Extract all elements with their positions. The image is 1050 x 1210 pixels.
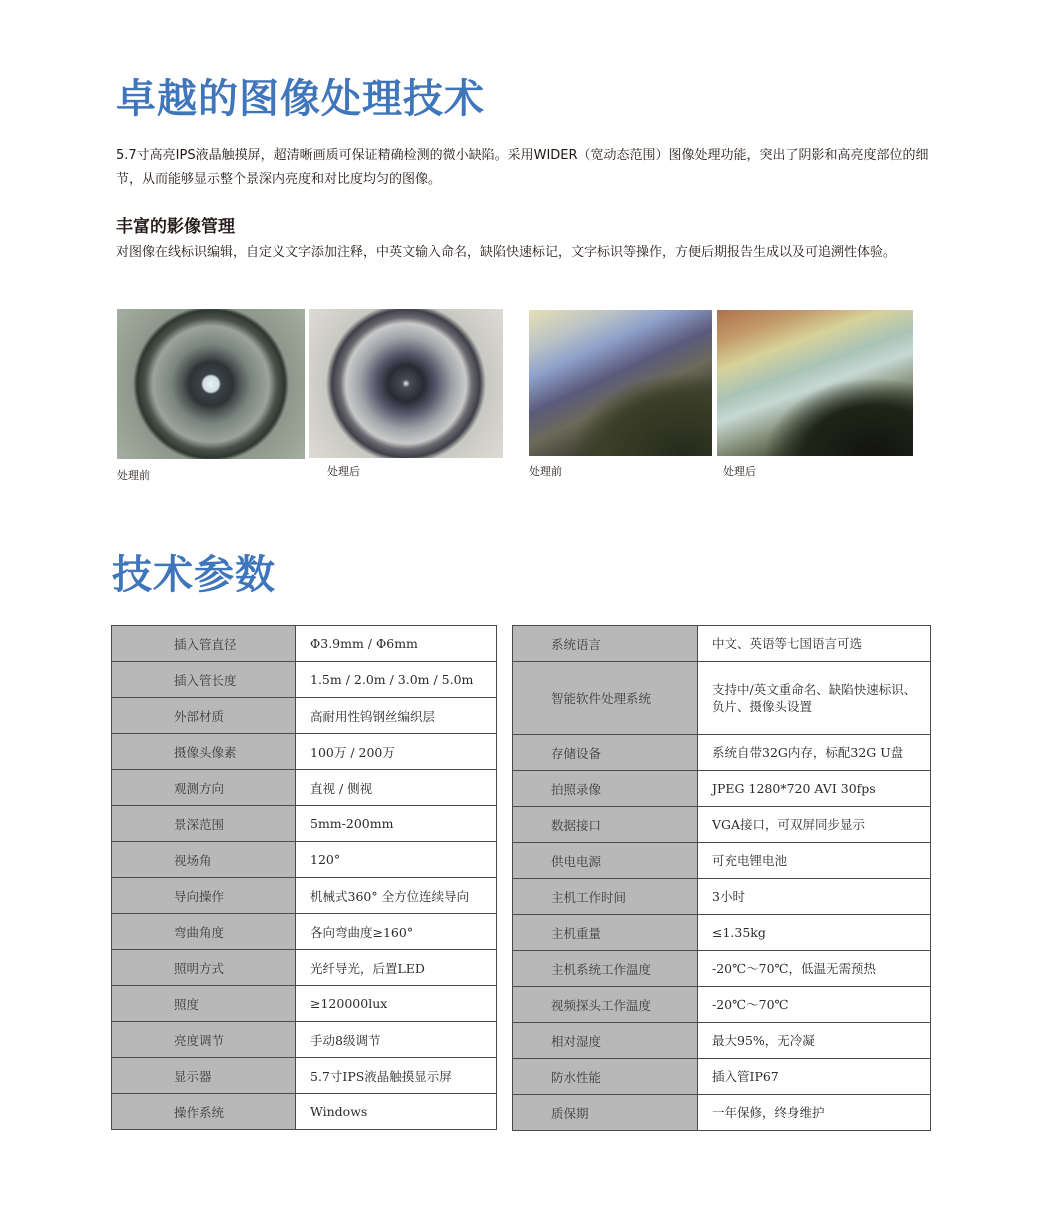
spec-value: ≥120000lux [296,986,497,1022]
table-row [112,734,497,770]
spec-key: 显示器 [112,1058,296,1094]
spec-key: 拍照录像 [513,771,698,807]
pipe-after-photo [309,309,503,458]
table-row [112,986,497,1022]
spec-value: 3小时 [698,879,931,915]
spec-key: 防水性能 [513,1059,698,1095]
spec-key: 亮度调节 [112,1022,296,1058]
spec-key: 操作系统 [112,1094,296,1130]
spec-value: 一年保修，终身维护 [698,1095,931,1131]
section-title-specifications: 技术参数 [112,552,276,598]
spec-key: 质保期 [513,1095,698,1131]
table-row [513,771,931,807]
table-row [513,915,931,951]
spec-value: 各向弯曲度≥160° [296,914,497,950]
spec-key: 视频探头工作温度 [513,987,698,1023]
spec-key: 视场角 [112,842,296,878]
spec-key: 系统语言 [513,626,698,662]
spec-value: Φ3.9mm / Φ6mm [296,626,497,662]
weld-after-photo [717,310,913,456]
table-row [513,987,931,1023]
spec-key: 相对湿度 [513,1023,698,1059]
table-row [112,770,497,806]
spec-value: 可充电锂电池 [698,843,931,879]
table-row [112,1022,497,1058]
spec-value: VGA接口，可双屏同步显示 [698,807,931,843]
spec-table-left [111,625,497,1130]
spec-key: 观测方向 [112,770,296,806]
spec-key: 照度 [112,986,296,1022]
table-row [513,951,931,987]
spec-key: 存储设备 [513,735,698,771]
spec-value: 5.7寸IPS液晶触摸显示屏 [296,1058,497,1094]
spec-value: 中文、英语等七国语言可选 [698,626,931,662]
table-row [112,914,497,950]
photo-caption: 处理后 [327,465,360,478]
spec-value: 5mm-200mm [296,806,497,842]
table-row [513,626,931,662]
spec-value: ≤1.35kg [698,915,931,951]
spec-value: 光纤导光，后置LED [296,950,497,986]
table-row [513,662,931,735]
spec-key: 外部材质 [112,698,296,734]
spec-value: 1.5m / 2.0m / 3.0m / 5.0m [296,662,497,698]
spec-key: 插入管长度 [112,662,296,698]
spec-key: 照明方式 [112,950,296,986]
spec-key: 供电电源 [513,843,698,879]
spec-key: 导向操作 [112,878,296,914]
weld-before-photo [529,310,712,456]
photo-caption: 处理前 [117,469,150,482]
image-management-description: 对图像在线标识编辑，自定义文字添加注释，中英文输入命名，缺陷快速标记，文字标识等操作，方便后期报告生成以及可追溯性体验。 [116,245,897,260]
table-row [112,662,497,698]
pipe-before-photo [117,309,305,459]
spec-key: 插入管直径 [112,626,296,662]
table-row [112,806,497,842]
spec-value: 直视 / 侧视 [296,770,497,806]
table-row [513,1023,931,1059]
spec-value: 100万 / 200万 [296,734,497,770]
table-row [112,1094,497,1130]
spec-key: 主机系统工作温度 [513,951,698,987]
subheading-image-management: 丰富的影像管理 [116,217,235,237]
table-row [513,879,931,915]
table-row [513,807,931,843]
photo-caption: 处理前 [529,465,562,478]
table-row [513,843,931,879]
spec-value: -20℃～70℃ [698,987,931,1023]
spec-value: 系统自带32G内存，标配32G U盘 [698,735,931,771]
spec-key: 弯曲角度 [112,914,296,950]
table-row [513,1095,931,1131]
spec-key: 景深范围 [112,806,296,842]
table-row [513,735,931,771]
spec-value: Windows [296,1094,497,1130]
table-row [112,878,497,914]
table-row [112,626,497,662]
spec-value: 手动8级调节 [296,1022,497,1058]
spec-key: 主机重量 [513,915,698,951]
table-row [112,950,497,986]
spec-key: 智能软件处理系统 [513,662,698,735]
photo-caption: 处理后 [723,465,756,478]
spec-key: 数据接口 [513,807,698,843]
spec-value: 插入管IP67 [698,1059,931,1095]
spec-value: 支持中/英文重命名、缺陷快速标识、负片、摄像头设置 [698,662,931,735]
section-title-image-processing: 卓越的图像处理技术 [116,76,485,122]
table-row [112,842,497,878]
spec-table-right [512,625,931,1131]
spec-value: -20℃～70℃，低温无需预热 [698,951,931,987]
spec-key: 摄像头像素 [112,734,296,770]
spec-value: 机械式360° 全方位连续导向 [296,878,497,914]
table-row [112,698,497,734]
spec-value: JPEG 1280*720 AVI 30fps [698,771,931,807]
table-row [112,1058,497,1094]
spec-value: 最大95%，无冷凝 [698,1023,931,1059]
spec-value: 120° [296,842,497,878]
spec-key: 主机工作时间 [513,879,698,915]
intro-paragraph: 5.7寸高亮IPS液晶触摸屏，超清晰画质可保证精确检测的微小缺陷。采用WIDER（宽动态范围）图像处理功能，突出了阴影和高亮度部位的细节，从而能够显示整个景深内亮度和对比度均匀的图像。 [116,148,929,187]
table-row [513,1059,931,1095]
spec-value: 高耐用性钨钢丝编织层 [296,698,497,734]
